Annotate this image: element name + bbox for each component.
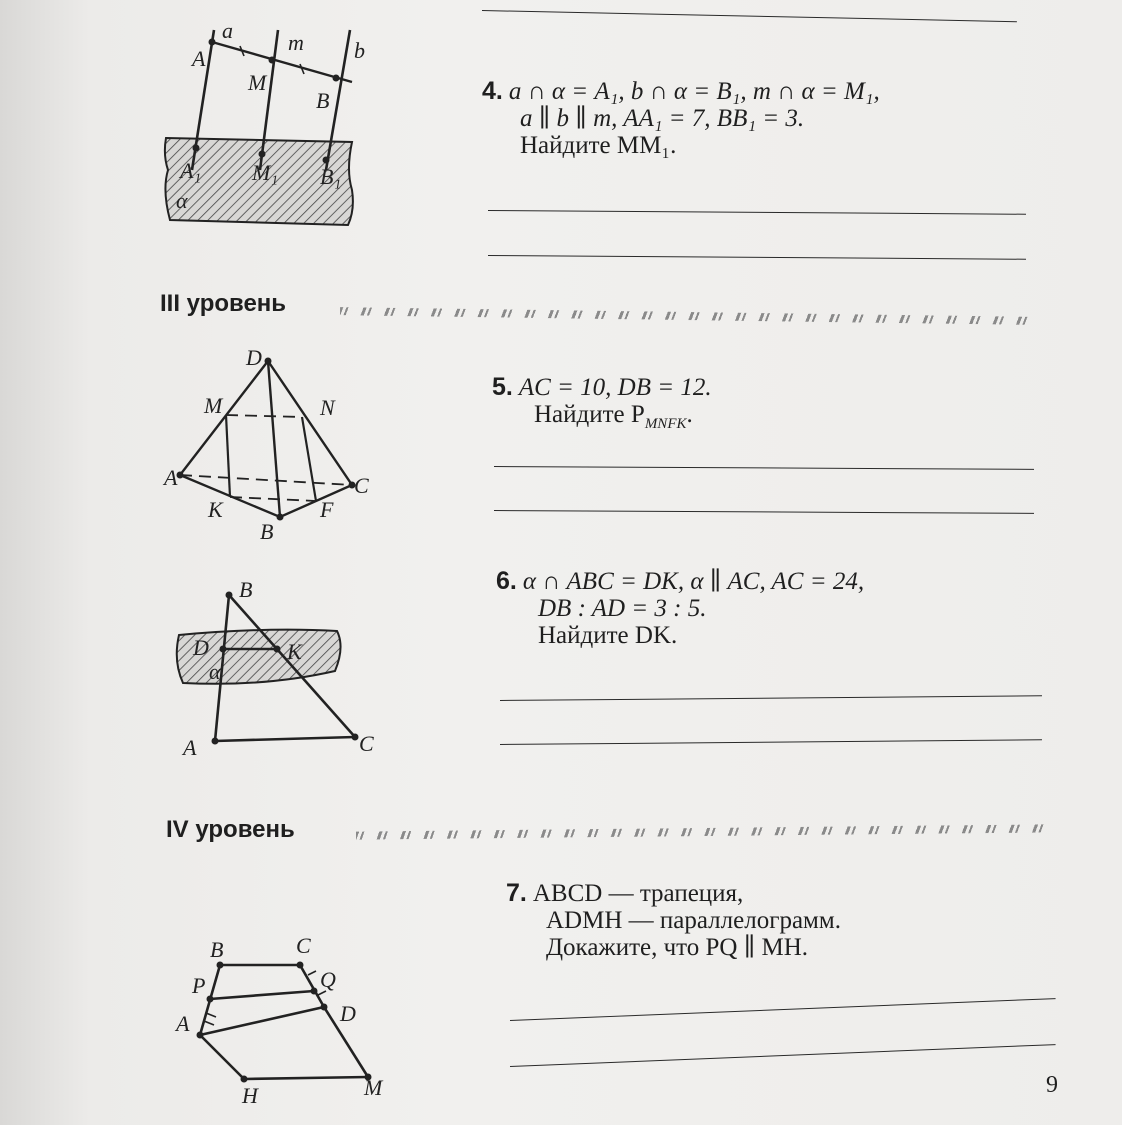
page-number: 9	[1046, 1072, 1058, 1098]
label-B: B	[316, 88, 330, 113]
label-alpha: α	[209, 659, 221, 684]
problem-condition: a ∥ b ∥ m, AA₁ = 7, BB₁ = 3.	[520, 105, 805, 132]
label-B: B	[239, 577, 253, 602]
label-A: A	[183, 735, 197, 760]
figure-5-tetrahedron	[160, 345, 380, 545]
answer-line[interactable]	[488, 210, 1026, 215]
label-B1: B₁	[320, 164, 342, 189]
label-B: B	[210, 937, 224, 962]
answer-line[interactable]	[494, 466, 1034, 470]
problem-7	[506, 880, 841, 961]
label-Q: Q	[320, 967, 336, 992]
problem-question: Найдите DK.	[538, 622, 678, 649]
divider	[340, 307, 1030, 325]
label-P: P	[192, 973, 206, 998]
problem-6	[496, 568, 864, 649]
divider	[356, 824, 1046, 839]
label-A: A	[164, 465, 178, 490]
problem-question: Найдите P	[534, 401, 645, 428]
problem-condition: ABCD — трапеция,	[532, 880, 744, 907]
label-N: N	[320, 395, 335, 420]
figure-4-parallel-lines-plane	[160, 20, 400, 240]
label-C: C	[359, 731, 374, 756]
label-a: a	[222, 18, 233, 43]
problem-question: Докажите, что PQ ∥ MH.	[546, 934, 809, 961]
label-H: H	[242, 1083, 258, 1108]
problem-number: 7.	[506, 879, 527, 907]
problem-4	[482, 78, 880, 159]
problem-number: 5.	[492, 373, 513, 401]
level-heading: IV уровень	[166, 816, 295, 843]
label-M: M	[248, 70, 267, 95]
label-alpha: α	[176, 188, 188, 213]
problem-condition: AC = 10, DB = 12.	[518, 374, 712, 401]
answer-line[interactable]	[482, 10, 1017, 22]
label-A: A	[192, 46, 206, 71]
label-M: M	[364, 1075, 383, 1100]
label-m: m	[288, 30, 304, 55]
answer-line[interactable]	[510, 1044, 1056, 1067]
label-M1: M₁	[252, 160, 278, 185]
problem-condition: DB : AD = 3 : 5.	[538, 595, 707, 622]
label-B: B	[260, 519, 274, 544]
level-heading: III уровень	[160, 290, 287, 317]
label-D: D	[193, 635, 209, 660]
figure-7-trapezoid-parallelogram	[170, 935, 390, 1115]
figure-6-triangle-plane	[165, 575, 385, 765]
label-A1: A₁	[180, 158, 202, 183]
problem-condition: ADMH — параллелограмм.	[546, 907, 841, 934]
problem-5	[492, 374, 712, 438]
period: .	[686, 401, 693, 428]
answer-line[interactable]	[494, 510, 1034, 514]
answer-line[interactable]	[500, 695, 1042, 701]
answer-line[interactable]	[488, 255, 1026, 260]
label-M: M	[204, 393, 223, 418]
label-b: b	[354, 38, 365, 63]
problem-number: 6.	[496, 567, 517, 595]
answer-line[interactable]	[510, 998, 1056, 1021]
label-D: D	[246, 345, 262, 370]
problem-number: 4.	[482, 77, 503, 105]
label-D: D	[340, 1001, 356, 1026]
problem-question: Найдите MM₁.	[520, 132, 677, 159]
label-C: C	[296, 933, 311, 958]
problem-condition: α ∩ ABC = DK, α ∥ AC, AC = 24,	[522, 568, 865, 595]
label-C: C	[354, 473, 369, 498]
perimeter-subscript: MNFK	[644, 416, 687, 432]
label-K: K	[287, 639, 302, 664]
label-A: A	[176, 1011, 190, 1036]
label-K: K	[208, 497, 223, 522]
answer-line[interactable]	[500, 739, 1042, 745]
label-F: F	[320, 497, 334, 522]
problem-condition: a ∩ α = A₁, b ∩ α = B₁, m ∩ α = M₁,	[508, 78, 880, 105]
